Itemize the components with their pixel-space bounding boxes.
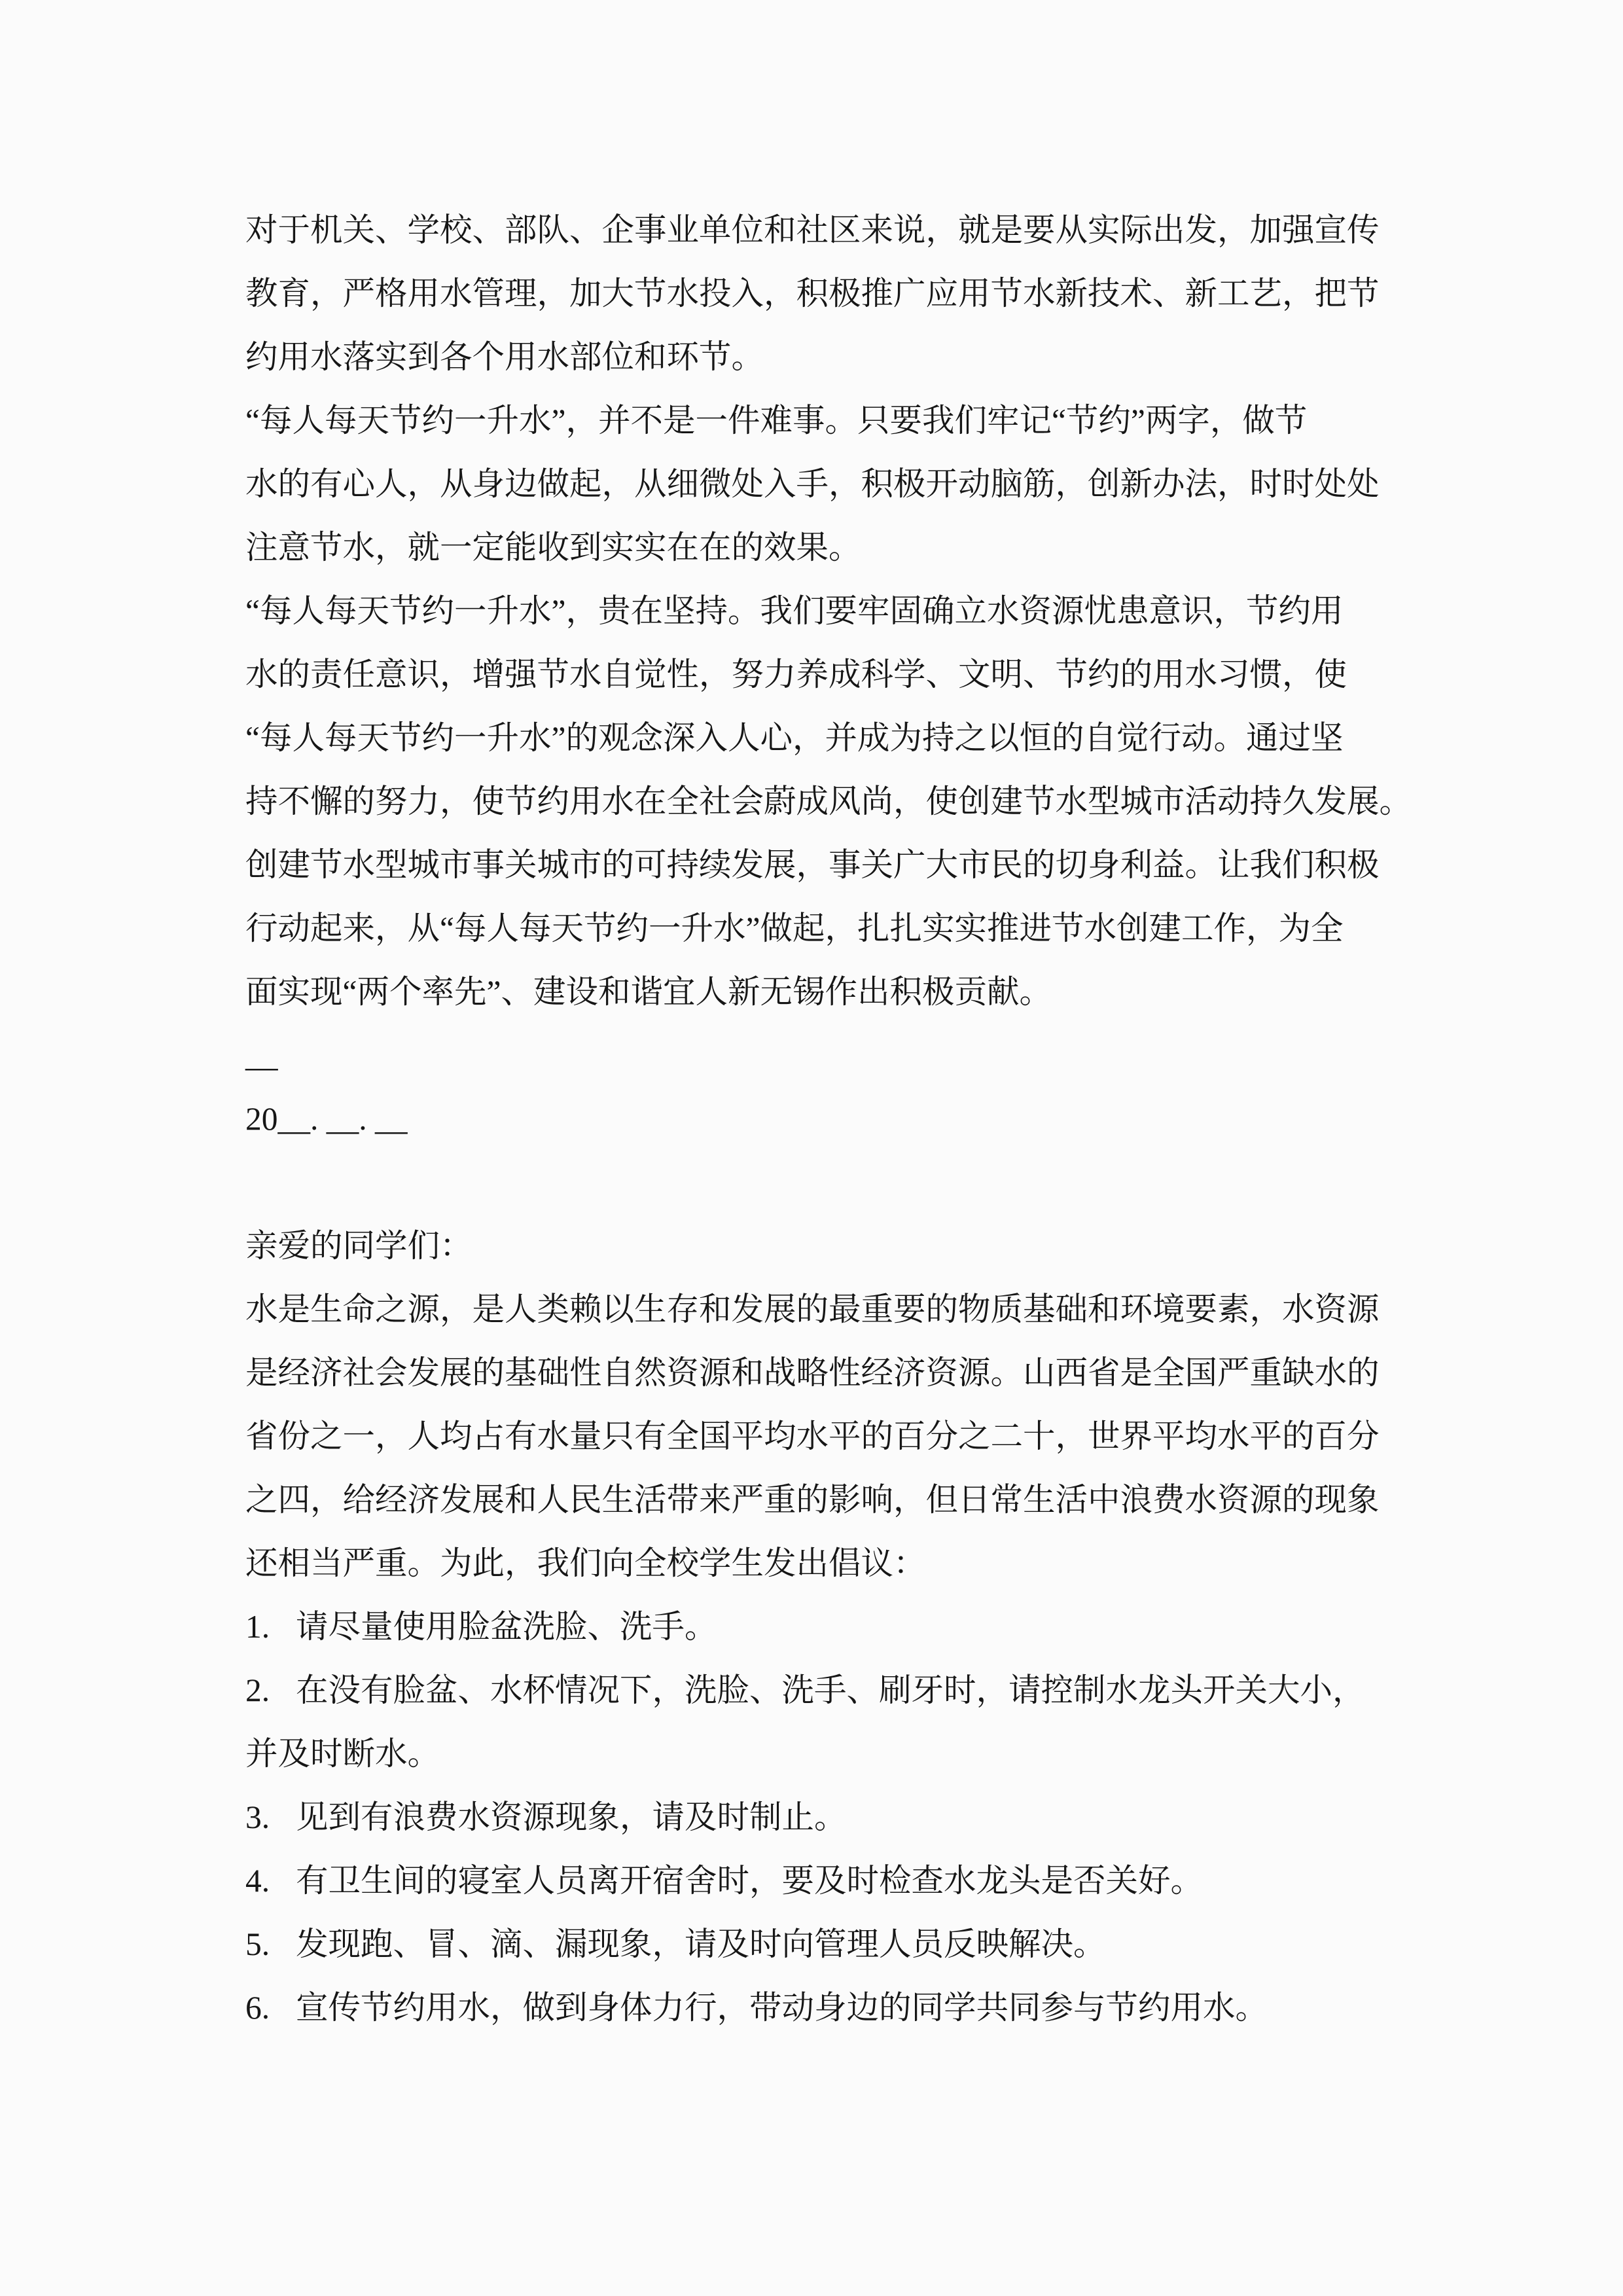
list-item-number: 2. [245, 1672, 270, 1708]
list-item [245, 1785, 1397, 1849]
list-item-number: 1. [245, 1609, 270, 1645]
list-item-text: 请尽量使用脸盆洗脸、洗手。 [296, 1609, 717, 1645]
paragraph: 对于机关、学校、部队、企事业单位和社区来说，就是要从实际出发，加强宣传 教育，严格用水管理，加大节水投入，积极推广应用节水新技术、新工艺，把节 约用水落实到各个用水部位和环节。 [245, 212, 1380, 375]
list-item [245, 1912, 1397, 1976]
list-item-text: 见到有浪费水资源现象，请及时制止。 [296, 1799, 847, 1835]
list-item-number: 3. [245, 1799, 270, 1835]
list-item [245, 1659, 1397, 1785]
paragraph: “每人每天节约一升水”，并不是一件难事。只要我们牢记“节约”两字，做节 水的有心人，从身边做起，从细微处入手，积极开动脑筋，创新办法，时时处处 注意节水，就一定能收到实实在在的效果。 [245, 403, 1380, 565]
list-item [245, 1849, 1397, 1912]
document-body [245, 198, 1412, 2039]
list-item-number: 5. [245, 1926, 270, 1962]
list-item-number: 4. [245, 1863, 270, 1899]
list-item-number: 6. [245, 1990, 270, 2026]
date-blank-line: 20__. __. __ [245, 1101, 408, 1137]
list-item [245, 1595, 1397, 1659]
list-item-text: 宣传节约用水，做到身体力行，带动身边的同学共同参与节约用水。 [296, 1990, 1268, 2026]
list-item-text: 在没有脸盆、水杯情况下，洗脸、洗手、刷牙时，请控制水龙头开关大小， 并及时断水。 [245, 1672, 1365, 1772]
list-item [245, 1976, 1397, 2039]
blank-line [245, 1151, 1397, 1214]
list-item-text: 发现跑、冒、滴、漏现象，请及时向管理人员反映解决。 [296, 1926, 1106, 1962]
salutation: 亲爱的同学们： [245, 1228, 473, 1264]
list-item-text: 有卫生间的寝室人员离开宿舍时，要及时检查水龙头是否关好。 [296, 1863, 1203, 1899]
paragraph: 水是生命之源，是人类赖以生存和发展的最重要的物质基础和环境要素，水资源 是经济社会发展的基础性自然资源和战略性经济资源。山西省是全国严重缺水的 省份之一，人均占有水量只有全国平均水平的百分之二十，世界平均水平的百分 之四，给经济发展和人民生活带来严重的影响，但日常生活中浪费水资源的现象 还相当严重。为此，我们向全校学生发出倡议： [245, 1291, 1380, 1581]
signature-blank-line: __ [245, 1037, 278, 1073]
paragraph: “每人每天节约一升水”，贵在坚持。我们要牢固确立水资源忧患意识，节约用 水的责任意识，增强节水自觉性，努力养成科学、文明、节约的用水习惯，使 “每人每天节约一升水”的观念深入人心，并成为持之以恒的自觉行动。通过坚 持不懈的努力，使节约用水在全社会蔚成风尚，使创建节水型城市活动持久发展。 创建节水型城市事关城市的可持续发展，事关广大市民的切身利益。让我们积极 行动起来，从“每人每天节约一升水”做起，扎扎实实推进节水创建工作，为全 面实现“两个率先”、建设和谐宜人新无锡作出积极贡献。 [245, 593, 1412, 1010]
